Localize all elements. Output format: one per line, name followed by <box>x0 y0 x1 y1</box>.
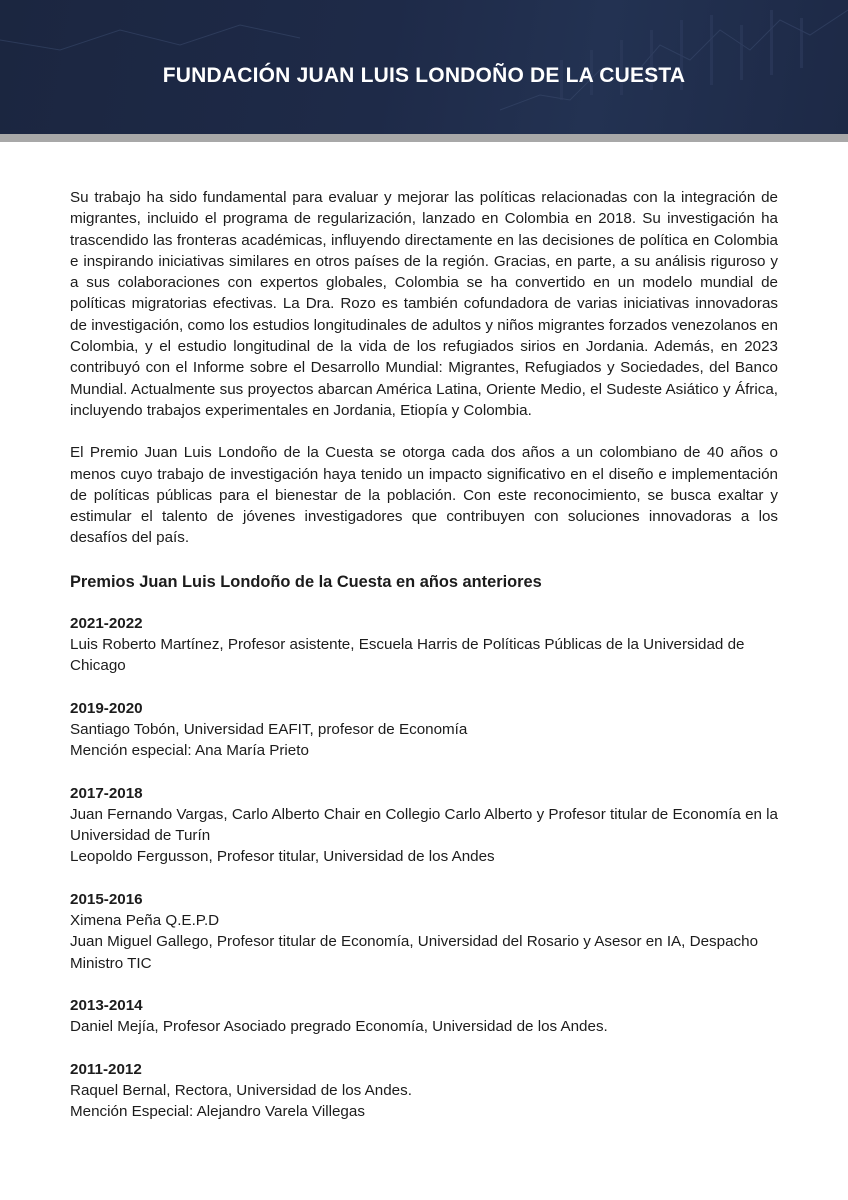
award-recipient: Daniel Mejía, Profesor Asociado pregrado Economía, Universidad de los Andes. <box>70 1018 608 1036</box>
award-entry-2017-2018 <box>70 783 778 868</box>
award-year: 2017-2018 <box>70 784 143 802</box>
award-year: 2015-2016 <box>70 890 143 908</box>
awards-list <box>70 613 778 1123</box>
main-content <box>70 187 778 1143</box>
prize-description-paragraph: El Premio Juan Luis Londoño de la Cuesta se otorga cada dos años a un colombiano de 40 años o menos cuyo trabajo de investigación haya tenido un impacto significativo en el diseño e implementación de políticas públicas para el bienestar de la población. Con este reconocimiento, se busca exaltar y estimular el talento de jóvenes investigadores que contribuyen con soluciones innovadoras a los desafíos del país. <box>70 444 778 547</box>
award-special-mention: Mención Especial: Alejandro Varela Villegas <box>70 1103 365 1121</box>
award-entry-2015-2016 <box>70 889 778 974</box>
header-divider <box>0 134 848 142</box>
intro-paragraph: Su trabajo ha sido fundamental para evaluar y mejorar las políticas relacionadas con la integración de migrantes, incluido el programa de regularización, lanzado en Colombia en 2018. Su investigación ha trascendido las fronteras académicas, influyendo directamente en las decisiones de política en Colombia e inspirando iniciativas similares en otros países de la región. Gracias, en parte, a su análisis riguroso y a sus colaboraciones con expertos globales, Colombia se ha convertido en un modelo mundial de políticas migratorias efectivas. La Dra. Rozo es también cofundadora de varias iniciativas innovadoras de investigación, como los estudios longitudinales de adultos y niños migrantes forzados venezolanos en Colombia, y el estudio longitudinal de la vida de los refugiados sirios en Jordania. Además, en 2023 contribuyó con el Informe sobre el Desarrollo Mundial: Migrantes, Refugiados y Sociedades, del Banco Mundial. Actualmente sus proyectos abarcan América Latina, Oriente Medio, el Sudeste Asiático y África, incluyendo trabajos experimentales en Jordania, Etiopía y Colombia. <box>70 189 778 419</box>
section-heading: Premios Juan Luis Londoño de la Cuesta en años anteriores <box>70 572 542 591</box>
award-recipient: Leopoldo Fergusson, Profesor titular, Universidad de los Andes <box>70 848 495 866</box>
award-entry-2011-2012 <box>70 1059 778 1123</box>
header-banner <box>0 0 848 134</box>
award-recipient: Juan Miguel Gallego, Profesor titular de Economía, Universidad del Rosario y Asesor en IA, Despacho Ministro TIC <box>70 933 759 972</box>
award-recipient: Juan Fernando Vargas, Carlo Alberto Chair en Collegio Carlo Alberto y Profesor titular de Economía en la Universidad de Turín <box>70 805 779 845</box>
award-entry-2013-2014 <box>70 995 778 1038</box>
award-entry-2021-2022 <box>70 613 778 677</box>
award-year: 2021-2022 <box>70 614 143 632</box>
award-recipient: Santiago Tobón, Universidad EAFIT, profesor de Economía <box>70 720 468 738</box>
award-year: 2011-2012 <box>70 1060 142 1078</box>
award-recipient: Luis Roberto Martínez, Profesor asistente, Escuela Harris de Políticas Públicas de la Universidad de Chicago <box>70 636 745 675</box>
award-year: 2019-2020 <box>70 699 143 717</box>
award-recipient: Raquel Bernal, Rectora, Universidad de los Andes. <box>70 1081 412 1099</box>
award-special-mention: Mención especial: Ana María Prieto <box>70 742 309 760</box>
page-title: FUNDACIÓN JUAN LUIS LONDOÑO DE LA CUESTA <box>162 64 686 87</box>
award-recipient: Ximena Peña Q.E.P.D <box>70 912 220 930</box>
award-entry-2019-2020 <box>70 698 778 762</box>
award-year: 2013-2014 <box>70 996 143 1014</box>
